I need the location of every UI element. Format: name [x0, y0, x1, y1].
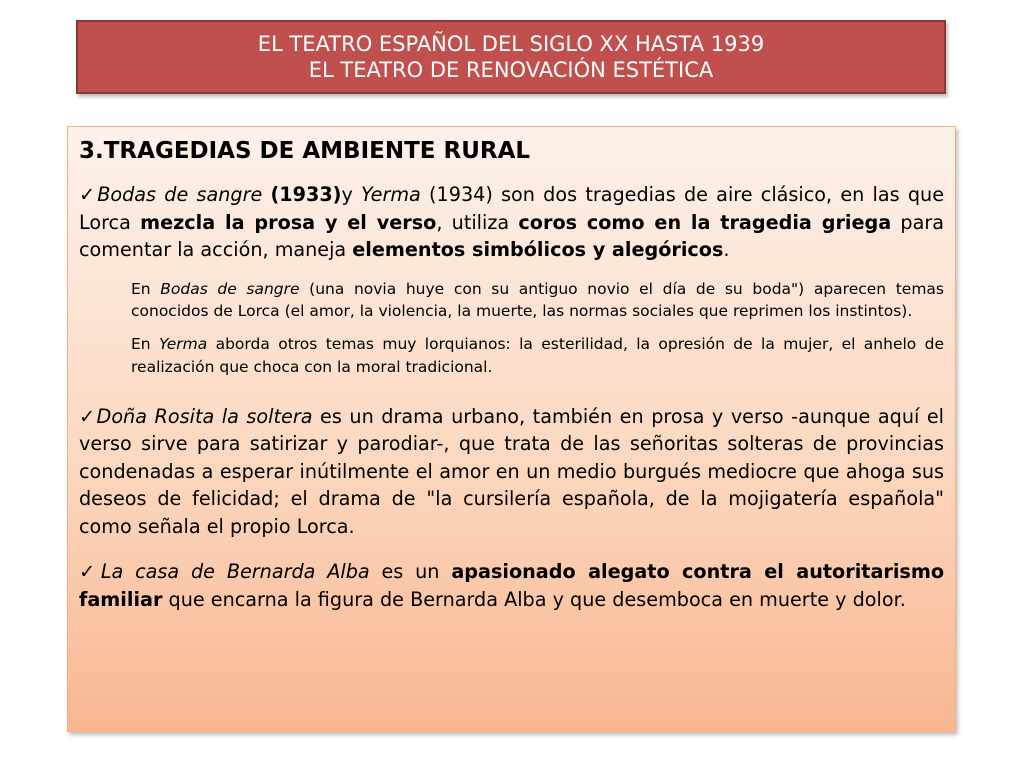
slide-title-line-2: EL TEATRO DE RENOVACIÓN ESTÉTICA [308, 58, 714, 82]
work-title-yerma: Yerma [158, 335, 208, 354]
work-title-yerma: Yerma [361, 183, 421, 206]
text-fragment: aborda otros temas muy lorquianos: la esterilidad, la opresión de la mujer, el anhelo de realización que choca con la moral tradicional. [131, 335, 944, 376]
work-title-dona-rosita: Doña Rosita la soltera [96, 404, 313, 428]
slide-title-box [76, 20, 946, 94]
text-fragment: En [131, 279, 161, 298]
work-title-bodas: Bodas de sangre [97, 183, 263, 206]
text-fragment: es un [369, 560, 452, 584]
text-fragment: que encarna la figura de Bernarda Alba y que desemboca en muerte y dolor. [162, 587, 906, 611]
text-fragment: (una novia huye con su antiguo novio el día de su boda") aparecen temas conocidos de Lorca (el amor, la violencia, la muerte, las normas sociales que reprimen los instintos). [131, 279, 945, 321]
content-box [67, 126, 956, 732]
section-heading: 3.TRAGEDIAS DE AMBIENTE RURAL [79, 138, 531, 164]
slide-title-line-1: EL TEATRO ESPAÑOL DEL SIGLO XX HASTA 1939 [257, 32, 765, 56]
text-fragment: es un drama urbano, también en prosa y verso -aunque aquí el verso sirve para satirizar y parodiar-, que trata de las señoritas solteras de provincias condenadas a esperar inútilmente el amor en un medio burgués mediocre que ahoga sus deseos de felicidad; el drama de "la cursilería española, de la mojigatería española" como señala el propio Lorca. [79, 404, 945, 538]
paragraph-bernarda-alba [79, 558, 944, 613]
checkmark-icon: ✓ [79, 404, 97, 428]
bold-fragment: coros como en la tragedia griega [518, 210, 892, 234]
text-fragment: y [341, 183, 362, 206]
sub-paragraph-bodas [131, 278, 944, 324]
checkmark-icon: ✓ [79, 560, 101, 584]
paragraph-bodas-yerma [79, 181, 944, 264]
checkmark-icon: ✓ [79, 183, 98, 206]
text-fragment: para comentar la acción, maneja [79, 210, 945, 261]
work-title-bodas: Bodas de sangre [160, 279, 300, 298]
bold-fragment: apasionado alegato contra el autoritarismo familiar [79, 560, 945, 611]
year-1933: (1933) [270, 183, 342, 206]
bold-fragment: mezcla la prosa y el verso [140, 210, 437, 234]
text-fragment: En [131, 335, 159, 354]
sub-paragraph-yerma [131, 333, 944, 379]
text-fragment: . [723, 238, 730, 261]
text-fragment: (1934) son dos tragedias de aire clásico, en las que Lorca [79, 183, 944, 234]
paragraph-dona-rosita [79, 403, 944, 541]
work-title-bernarda-alba: La casa de Bernarda Alba [100, 560, 370, 584]
text-fragment: , utiliza [436, 210, 519, 234]
bold-fragment: elementos simbólicos y alegóricos [352, 238, 724, 261]
